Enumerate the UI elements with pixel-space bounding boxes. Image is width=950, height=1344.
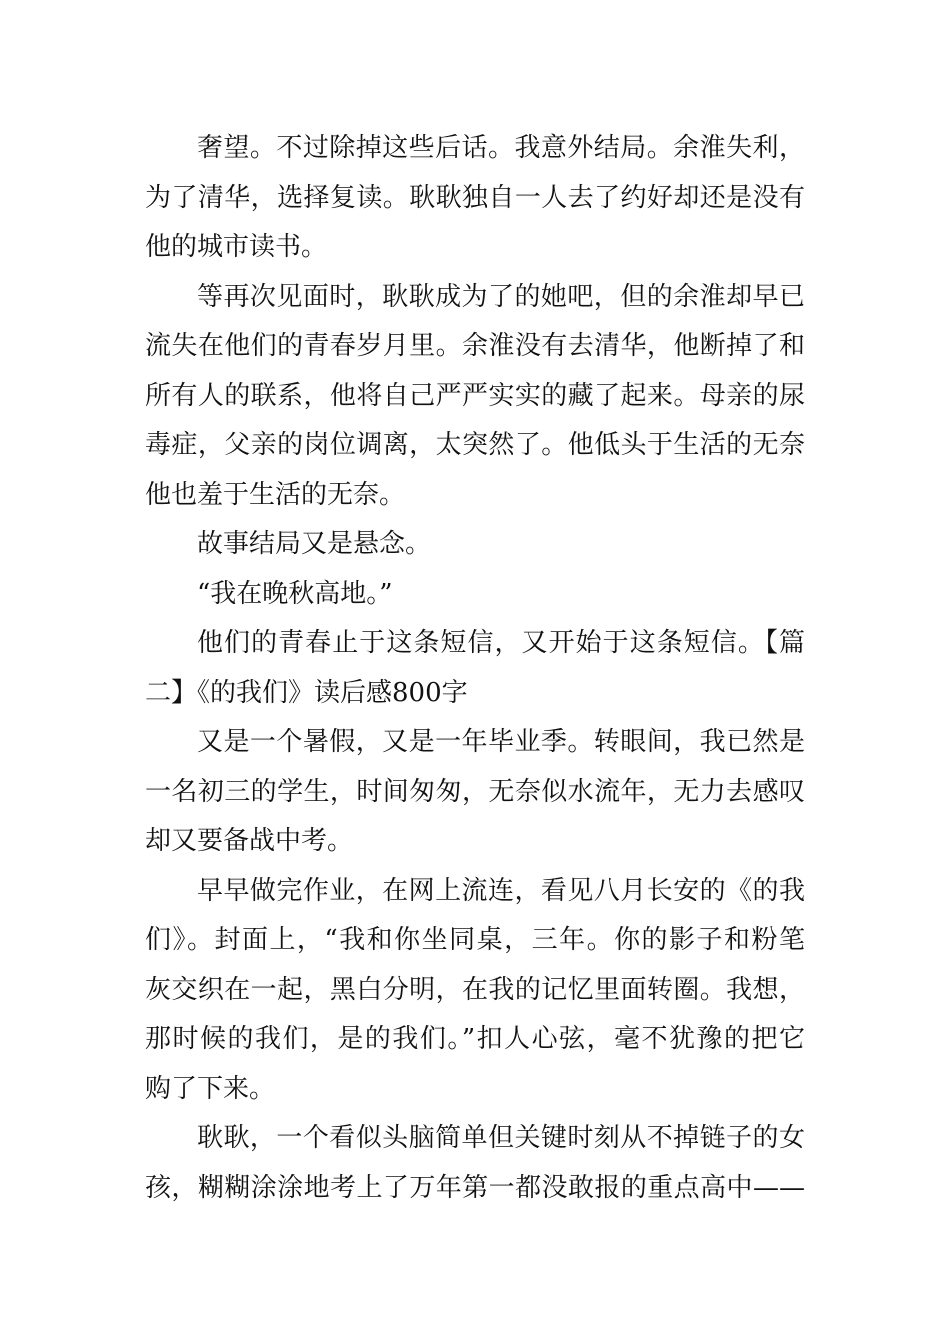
text-line: 流失在他们的青春岁月里。余淮没有去清华，他断掉了和 [145, 331, 805, 361]
text-line: 耿耿，一个看似头脑简单但关键时刻从不掉链子的女 [197, 1123, 805, 1153]
paragraph [145, 520, 805, 570]
paragraph [145, 570, 805, 620]
paragraph [145, 273, 805, 521]
text-line: 二】《的我们》读后感800字 [145, 677, 468, 708]
text-line: 购了下来。 [145, 1073, 276, 1104]
text-line: 又是一个暑假，又是一年毕业季。转眼间，我已然是 [197, 727, 805, 757]
text-line: 他也羞于生活的无奈。 [145, 479, 406, 510]
paragraph [145, 867, 805, 1115]
paragraph [145, 1114, 805, 1213]
paragraph [145, 718, 805, 867]
text-line: 故事结局又是悬念。 [197, 529, 432, 559]
text-line: 们》。封面上，“我和你坐同桌，三年。你的影子和粉笔 [145, 925, 805, 955]
text-line: 奢望。不过除掉这些后话。我意外结局。余淮失利， [197, 133, 805, 163]
paragraph [145, 124, 805, 273]
text-line: 那时候的我们，是的我们。”扣人心弦，毫不犹豫的把它 [145, 1024, 805, 1054]
text-line: 一名初三的学生，时间匆匆，无奈似水流年，无力去感叹 [145, 776, 805, 807]
text-line: 灰交织在一起，黑白分明，在我的记忆里面转圈。我想， [145, 974, 805, 1005]
text-line: 毒症，父亲的岗位调离，太突然了。他低头于生活的无奈 [145, 430, 805, 460]
text-line: 等再次见面时，耿耿成为了的她吧，但的余淮却早已 [197, 281, 805, 312]
text-line: 却又要备战中考。 [145, 826, 354, 856]
paragraph [145, 619, 805, 718]
text-line: 早早做完作业，在网上流连，看见八月长安的《的我 [197, 875, 805, 906]
text-line: 他们的青春止于这条短信，又开始于这条短信。【篇 [197, 628, 805, 658]
text-line: “我在晚秋高地。” [197, 578, 393, 609]
text-line: 孩，糊糊涂涂地考上了万年第一都没敢报的重点高中—— [145, 1172, 805, 1203]
document-body [145, 124, 805, 1213]
text-line: 他的城市读书。 [145, 232, 328, 262]
text-line: 为了清华，选择复读。耿耿独自一人去了约好却还是没有 [145, 182, 805, 213]
text-line: 所有人的联系，他将自己严严实实的藏了起来。母亲的尿 [145, 380, 805, 411]
